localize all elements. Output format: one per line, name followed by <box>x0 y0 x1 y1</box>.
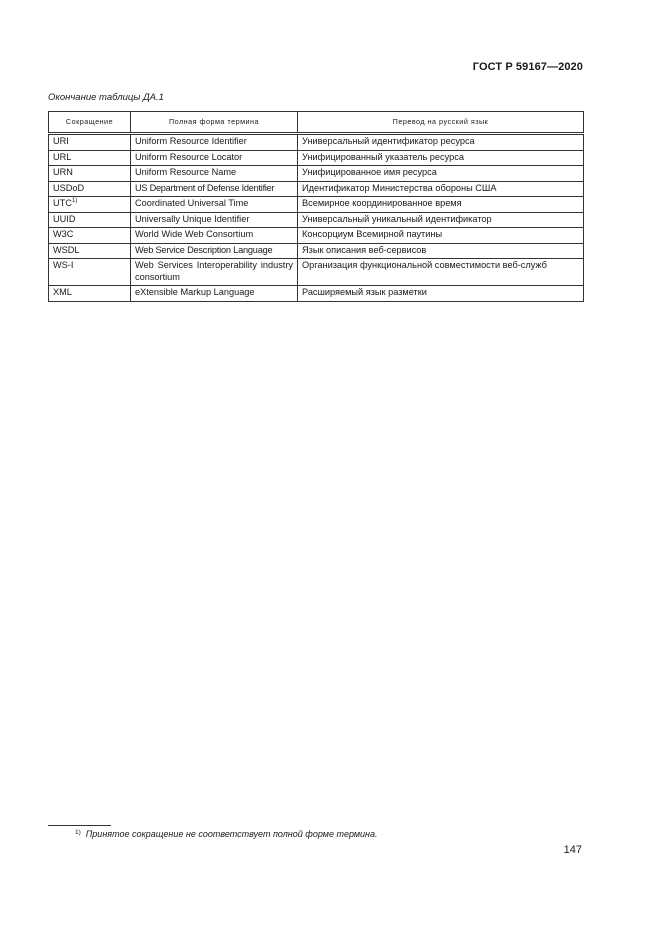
table-header-row <box>49 112 584 134</box>
full-form-cell: World Wide Web Consortium <box>131 228 298 244</box>
full-form-cell: eXtensible Markup Language <box>131 286 298 302</box>
translation-cell: Унифицированный указатель ресурса <box>298 150 584 166</box>
standard-code: ГОСТ Р 59167—2020 <box>472 61 583 73</box>
abbreviation-cell: URN <box>49 166 131 182</box>
footnote-reference: 1) <box>71 198 78 204</box>
abbreviation-cell: UUID <box>49 212 131 228</box>
table-row <box>49 181 584 197</box>
abbreviation-cell: W3C <box>49 228 131 244</box>
abbreviation-text: UTC <box>53 198 72 208</box>
translation-cell: Язык описания веб-сервисов <box>298 243 584 259</box>
page-number: 147 <box>563 844 582 856</box>
translation-cell: Консорциум Всемирной паутины <box>298 228 584 244</box>
abbreviation-cell: URL <box>49 150 131 166</box>
abbreviation-cell: URI <box>49 134 131 151</box>
abbreviation-cell: WS-I <box>49 259 131 286</box>
translation-cell: Унифицированное имя ресурса <box>298 166 584 182</box>
translation-cell: Всемирное координированное время <box>298 197 584 213</box>
table-row <box>49 197 584 213</box>
table-row <box>49 134 584 151</box>
footnote-marker: 1) <box>75 829 81 836</box>
full-form-cell: Coordinated Universal Time <box>131 197 298 213</box>
full-form-cell: Universally Unique Identifier <box>131 212 298 228</box>
full-form-cell: Web Service Description Language <box>131 243 298 259</box>
table-row <box>49 243 584 259</box>
abbreviation-cell: XML <box>49 286 131 302</box>
table-row <box>49 259 584 286</box>
table-row <box>49 150 584 166</box>
footnote-text: Принятое сокращение не соответствует полной форме термина. <box>85 829 378 839</box>
footnote-divider <box>48 825 111 826</box>
column-header-abbreviation: Сокращение <box>49 112 131 134</box>
abbreviation-cell: WSDL <box>49 243 131 259</box>
footnote <box>75 829 378 839</box>
full-form-cell: Uniform Resource Locator <box>131 150 298 166</box>
full-form-cell: Uniform Resource Identifier <box>131 134 298 151</box>
full-form-cell: Web Services Interoperability industry consortium <box>131 259 298 286</box>
translation-cell: Расширяемый язык разметки <box>298 286 584 302</box>
abbreviations-table <box>48 111 584 302</box>
table-row <box>49 212 584 228</box>
table-row <box>49 286 584 302</box>
column-header-translation: Перевод на русский язык <box>298 112 584 134</box>
column-header-full-form: Полная форма термина <box>131 112 298 134</box>
full-form-cell: Uniform Resource Name <box>131 166 298 182</box>
abbreviation-cell <box>49 197 131 213</box>
translation-cell: Идентификатор Министерства обороны США <box>298 181 584 197</box>
translation-cell: Универсальный идентификатор ресурса <box>298 134 584 151</box>
table-caption: Окончание таблицы ДА.1 <box>48 92 164 103</box>
translation-cell: Организация функциональной совместимости веб-служб <box>298 259 584 286</box>
table-row <box>49 228 584 244</box>
full-form-cell: US Department of Defense Identifier <box>131 181 298 197</box>
abbreviation-cell: USDoD <box>49 181 131 197</box>
translation-cell: Универсальный уникальный идентификатор <box>298 212 584 228</box>
table-row <box>49 166 584 182</box>
